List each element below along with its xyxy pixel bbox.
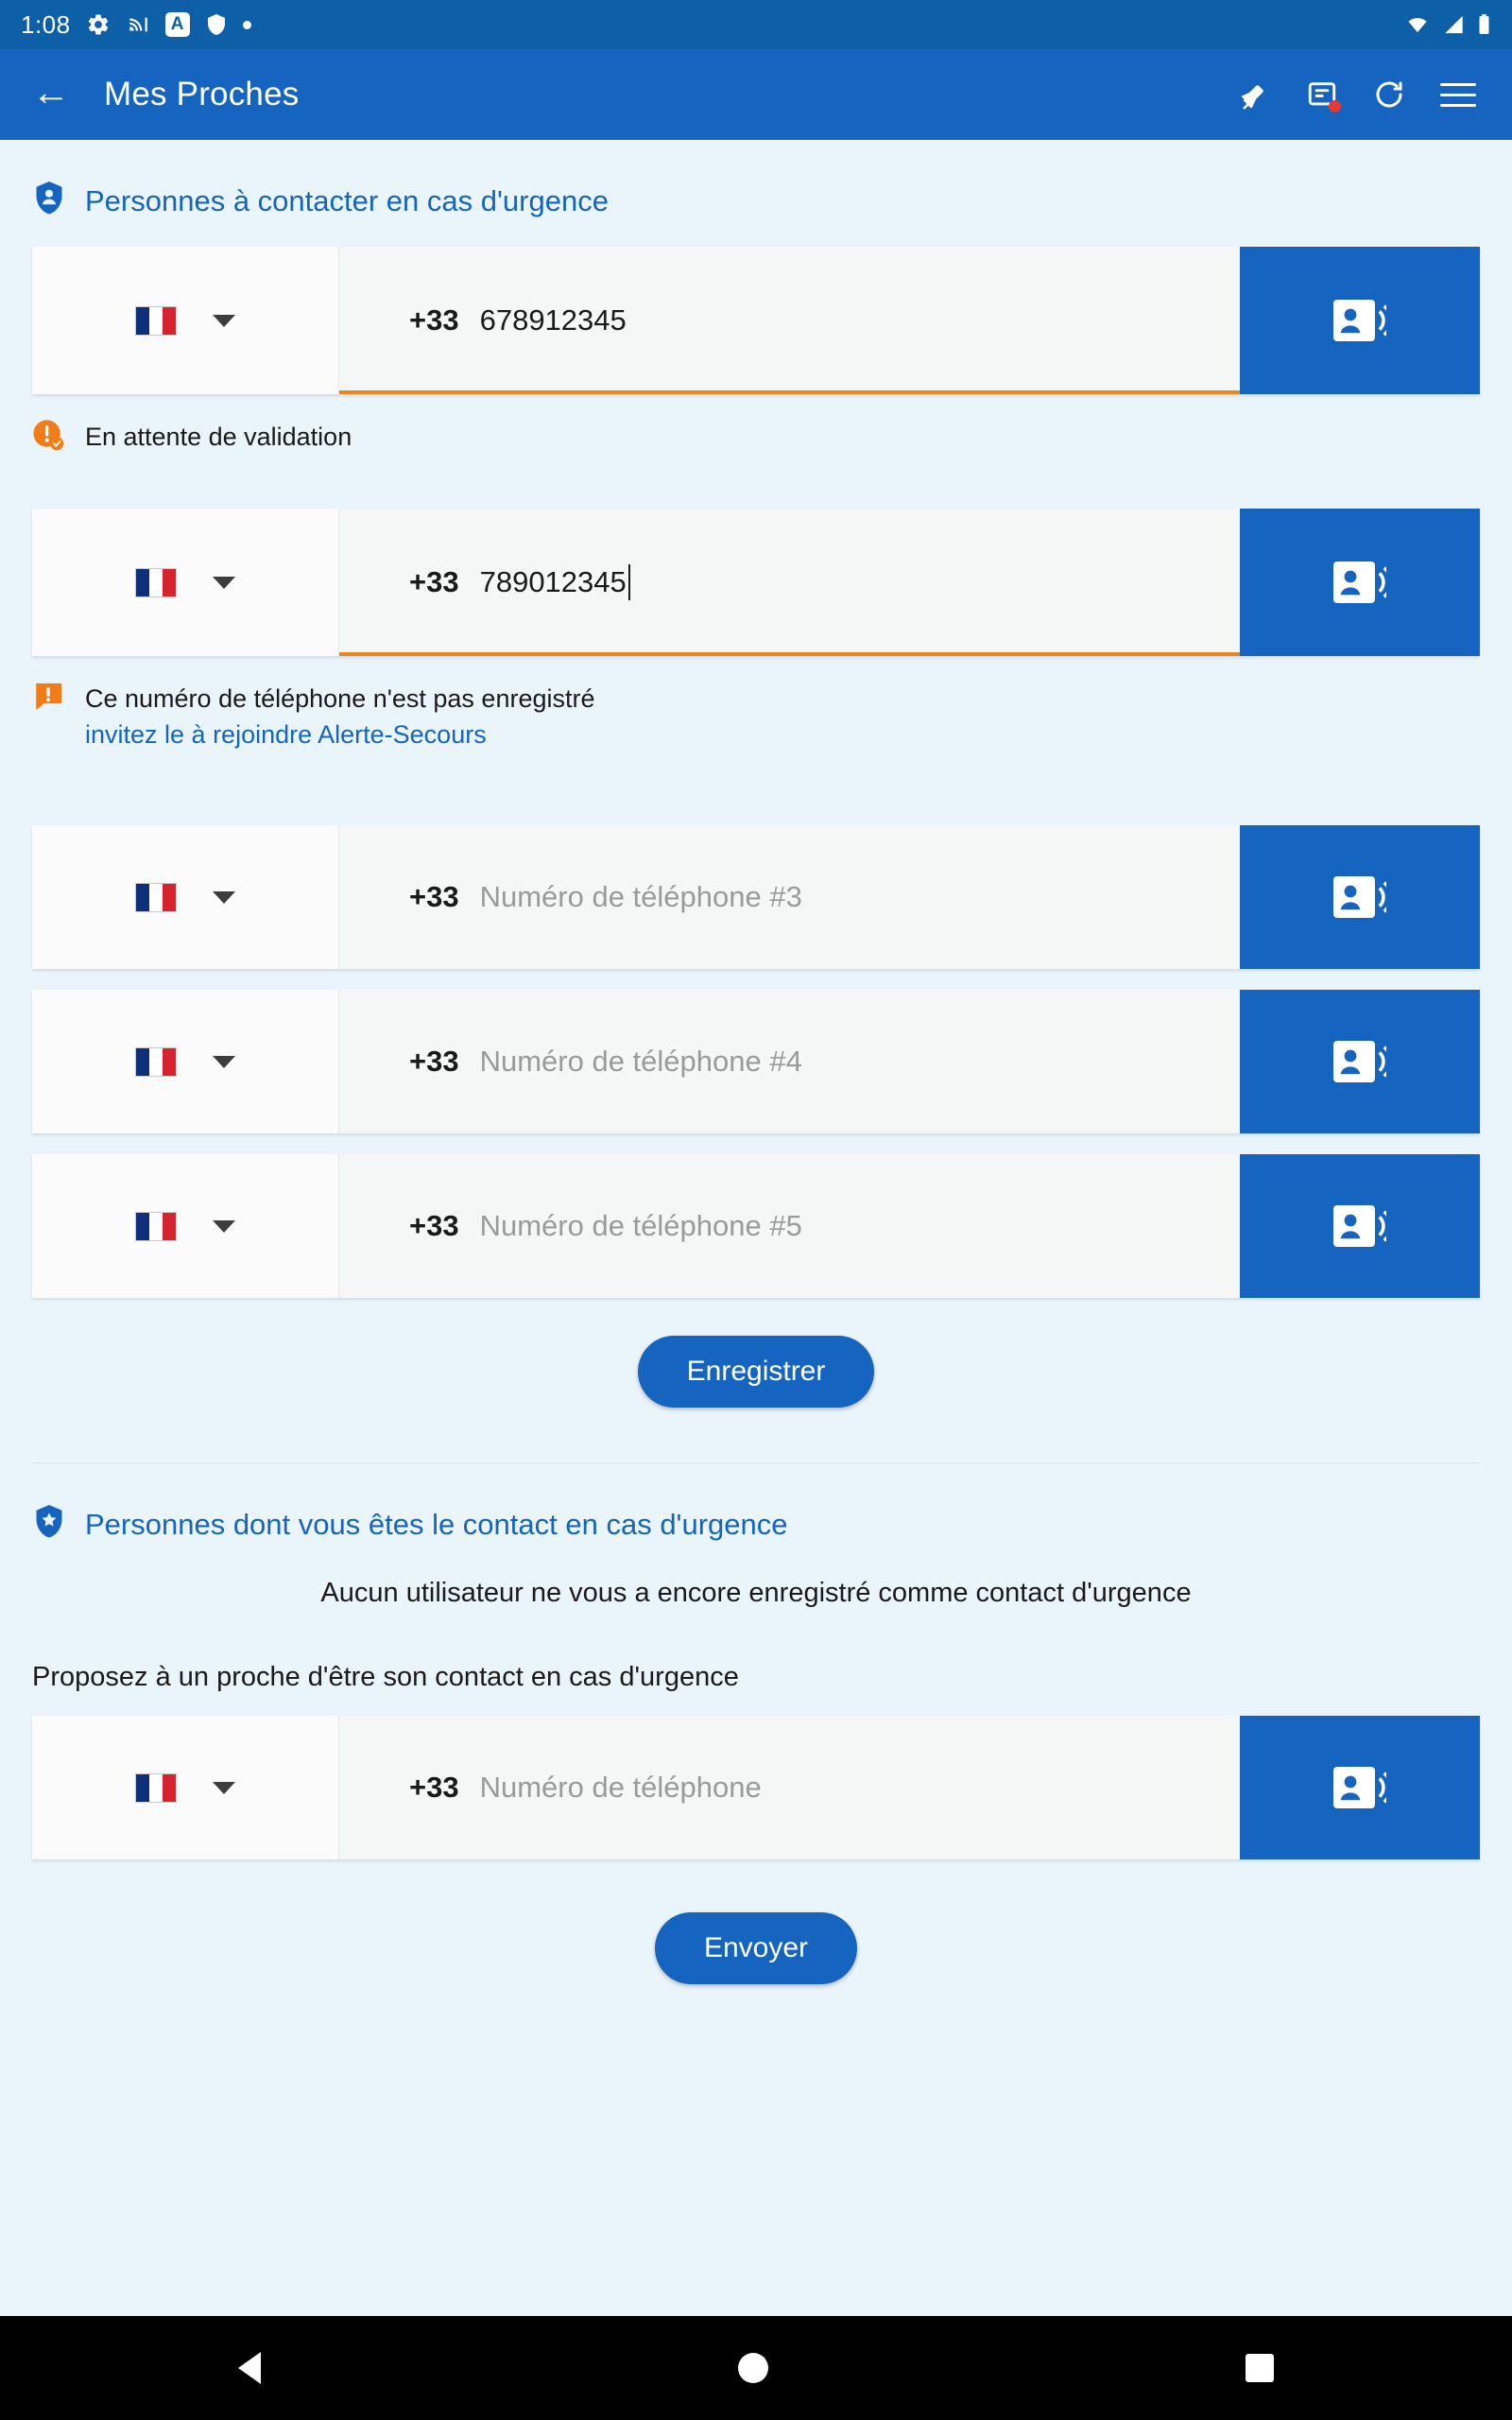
country-prefix: +33 [409,1771,459,1805]
fr-flag-icon [135,568,177,597]
send-button-wrap [0,1912,1512,1984]
spacer [0,456,1512,509]
phone-placeholder: Numéro de téléphone #4 [479,1045,802,1079]
shield-star-icon [32,1503,66,1546]
app-bar [0,49,1512,140]
save-button[interactable]: Enregistrer [638,1336,875,1408]
shield-icon [205,12,228,37]
contact-picker-button-5[interactable] [1240,1154,1480,1298]
country-code-selector[interactable] [32,1716,339,1859]
spacer [0,803,1512,825]
country-code-selector[interactable] [32,1154,339,1298]
spacer [0,1609,1512,1662]
status-bar-left [21,10,251,40]
invite-phone-input[interactable] [339,1716,1240,1859]
text-cursor [628,564,630,600]
send-button[interactable]: Envoyer [655,1912,857,1984]
section-reverse-header [0,1463,1512,1570]
phone-value: 789012345 [479,565,627,598]
fr-flag-icon [135,1773,177,1803]
chevron-down-icon[interactable] [213,891,235,904]
app-a-icon: A [165,12,190,37]
chevron-down-icon[interactable] [213,1220,235,1233]
status-clock: 1:08 [21,9,71,39]
home-circle-icon[interactable] [738,2353,768,2383]
phone-input-5[interactable] [339,1154,1240,1298]
reverse-empty-text: Aucun utilisateur ne vous a encore enregistré comme contact d'urgence [320,1578,1192,1609]
spacer [0,1298,1512,1336]
chevron-down-icon[interactable] [213,577,235,589]
phone-input-3[interactable] [339,825,1240,969]
section-reverse-title: Personnes dont vous êtes le contact en cas d'urgence [85,1507,788,1541]
country-prefix: +33 [409,880,459,914]
phone-row[interactable] [32,509,1480,656]
contact-picker-button-4[interactable] [1240,990,1480,1133]
main-content [0,140,1512,2316]
fr-flag-icon [135,883,177,912]
contact-picker-button-3[interactable] [1240,825,1480,969]
page-title: Mes Proches [104,76,300,112]
cast-icon [126,12,150,37]
country-code-selector[interactable] [32,825,339,969]
country-code-selector[interactable] [32,990,339,1133]
fr-flag-icon [135,1047,177,1077]
pending-validation-icon [32,419,64,456]
country-prefix: +33 [409,303,459,337]
invite-label: Proposez à un proche d'être son contact en cas d'urgence [32,1662,739,1693]
recents-square-icon[interactable] [1246,2354,1274,2382]
back-triangle-icon[interactable] [238,2352,261,2384]
status-pending [32,419,1480,456]
spacer [0,750,1512,803]
chevron-down-icon[interactable] [213,315,235,327]
country-code-selector[interactable] [32,247,339,394]
status-bar-right [1404,13,1491,36]
system-nav-bar [0,2316,1512,2420]
shield-person-icon [32,180,66,222]
chevron-down-icon[interactable] [213,1056,235,1068]
contact-picker-button-invite[interactable] [1240,1716,1480,1859]
unregistered-text: Ce numéro de téléphone n'est pas enregistré [85,684,595,713]
battery-icon [1477,13,1491,36]
dot-icon [243,21,251,29]
contact-picker-button-2[interactable] [1240,509,1480,656]
phone-value: 678912345 [479,303,627,337]
status-unregistered [32,681,1480,750]
status-bar [0,0,1512,49]
refresh-icon[interactable] [1372,78,1406,112]
phone-row[interactable] [32,825,1480,969]
app-bar-actions [1236,77,1484,112]
spacer [0,969,1512,990]
menu-icon[interactable] [1440,83,1476,107]
phone-row[interactable] [32,247,1480,394]
unregistered-block [85,681,595,750]
wifi-icon [1404,14,1431,35]
phone-input-4[interactable] [339,990,1240,1133]
phone-input-2[interactable] [339,509,1240,656]
invite-link[interactable]: invitez le à rejoindre Alerte-Secours [85,720,487,750]
phone-placeholder: Numéro de téléphone #5 [479,1209,802,1243]
phone-placeholder: Numéro de téléphone [479,1771,762,1805]
phone-input-1[interactable] [339,247,1240,394]
phone-row[interactable] [32,990,1480,1133]
phone-row[interactable] [32,1154,1480,1298]
save-button-wrap [0,1336,1512,1408]
contact-picker-button-1[interactable] [1240,247,1480,394]
spacer [0,1859,1512,1912]
chevron-down-icon[interactable] [213,1782,235,1794]
back-button[interactable]: ← [32,72,70,113]
section-emergency-header [0,140,1512,247]
gear-icon [86,12,111,37]
signal-icon [1442,14,1466,35]
fr-flag-icon [135,306,177,336]
phone-placeholder: Numéro de téléphone #3 [479,880,802,914]
megaphone-icon[interactable] [1236,77,1272,112]
fr-flag-icon [135,1212,177,1241]
spacer [0,1133,1512,1154]
message-badge [1329,100,1341,112]
section-emergency-title: Personnes à contacter en cas d'urgence [85,183,609,217]
warning-bubble-icon [32,681,64,717]
country-code-selector[interactable] [32,509,339,656]
message-icon[interactable] [1306,78,1338,111]
country-prefix: +33 [409,1209,459,1243]
invite-phone-row[interactable] [32,1716,1480,1859]
spacer [0,1693,1512,1716]
pending-validation-text: En attente de validation [85,423,352,451]
country-prefix: +33 [409,1045,459,1079]
country-prefix: +33 [409,565,459,598]
